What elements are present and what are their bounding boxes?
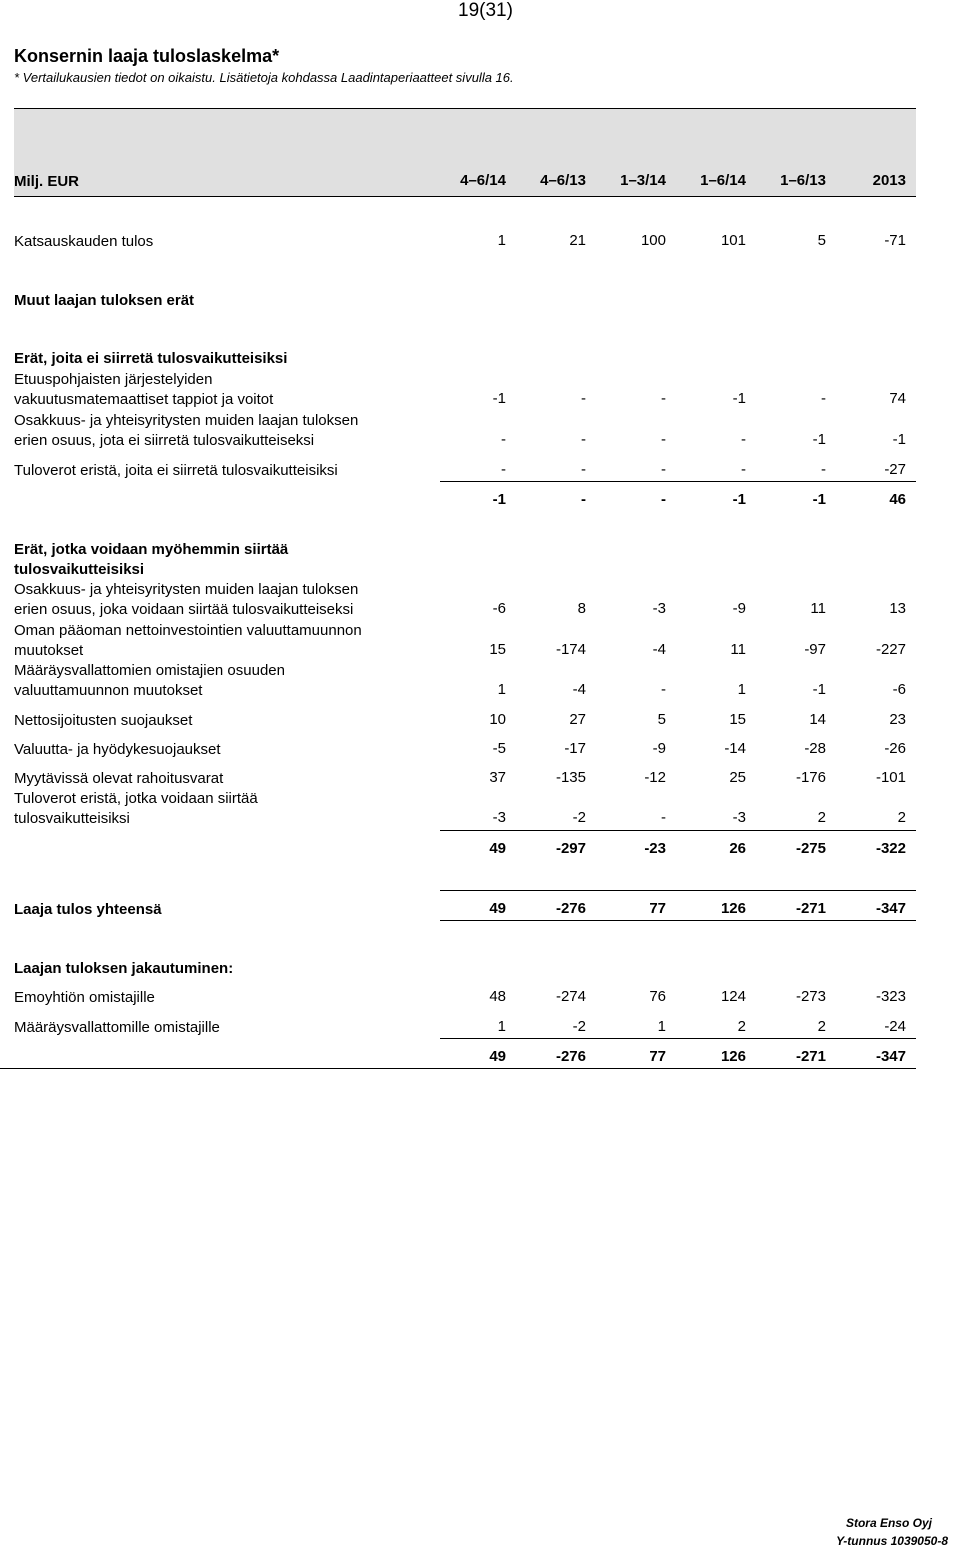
row-label: Myytävissä olevat rahoitusvarat [14, 770, 224, 787]
cell-value: -1 [732, 491, 746, 508]
cell-value: 1 [497, 681, 506, 698]
cell-value: - [661, 809, 666, 826]
subtotal-line [440, 830, 916, 831]
cell-value: 2 [897, 809, 906, 826]
cell-value: 49 [489, 840, 506, 857]
cell-value: -274 [555, 988, 586, 1005]
cell-value: -271 [795, 900, 826, 917]
heading-text: Erät, joita ei siirretä tulosvaikutteisiksi [14, 350, 288, 367]
row-label: muutokset [14, 642, 84, 659]
cell-value: -12 [644, 769, 666, 786]
cell-value: -9 [732, 600, 746, 617]
cell-value: 126 [720, 1048, 746, 1065]
cell-value: -276 [555, 900, 586, 917]
cell-value: 5 [657, 711, 666, 728]
column-header: 4–6/13 [540, 172, 586, 189]
row-label: Osakkuus- ja yhteisyritysten muiden laajan tuloksen [14, 412, 359, 429]
column-header: 1–6/13 [780, 172, 826, 189]
cell-value: 2 [737, 1018, 746, 1035]
cell-value: -135 [555, 769, 586, 786]
unit-label: Milj. EUR [14, 173, 80, 190]
cell-value: -26 [884, 740, 906, 757]
footer-company: Stora Enso Oyj [845, 1516, 932, 1530]
cell-value: -297 [555, 840, 586, 857]
cell-value: - [501, 431, 506, 448]
cell-value: -17 [564, 740, 586, 757]
cell-value: - [821, 390, 826, 407]
cell-value: -276 [555, 1048, 586, 1065]
cell-value: -3 [732, 809, 746, 826]
cell-value: -323 [875, 988, 906, 1005]
cell-value: -1 [492, 491, 506, 508]
footer-business-id: Y-tunnus 1039050-8 [836, 1534, 948, 1548]
cell-value: - [581, 431, 586, 448]
document-note: * Vertailukausien tiedot on oikaistu. Lisätietoja kohdassa Laadintaperiaatteet sivulla 16. [14, 70, 514, 85]
row-label: Osakkuus- ja yhteisyritysten muiden laajan tuloksen [14, 581, 359, 598]
cell-value: -1 [732, 390, 746, 407]
cell-value: 126 [720, 900, 746, 917]
cell-value: - [821, 461, 826, 478]
cell-value: -1 [812, 491, 826, 508]
heading-text: tulosvaikutteisiksi [14, 561, 145, 578]
cell-value: - [661, 461, 666, 478]
header-underline [14, 196, 916, 197]
row-label: vakuutusmatemaattiset tappiot ja voitot [14, 391, 274, 408]
subtotal-line [440, 1038, 916, 1039]
cell-value: -71 [884, 232, 906, 249]
cell-value: 13 [889, 600, 906, 617]
cell-value: - [741, 431, 746, 448]
cell-value: - [661, 390, 666, 407]
cell-value: -1 [892, 431, 906, 448]
cell-value: 10 [489, 711, 506, 728]
row-label: Emoyhtiön omistajille [14, 989, 155, 1006]
column-header: 1–3/14 [620, 172, 666, 189]
column-header: 2013 [872, 172, 906, 189]
cell-value: -271 [795, 1048, 826, 1065]
cell-value: -4 [652, 641, 666, 658]
row-label: Etuuspohjaisten järjestelyiden [14, 371, 213, 388]
cell-value: - [661, 491, 666, 508]
heading-text: Muut laajan tuloksen erät [14, 292, 195, 309]
cell-value: 124 [720, 988, 746, 1005]
row-label: Määräysvallattomien omistajien osuuden [14, 662, 285, 679]
cell-value: -1 [812, 681, 826, 698]
row-label: tulosvaikutteisiksi [14, 810, 130, 827]
cell-value: - [661, 681, 666, 698]
cell-value: -6 [492, 600, 506, 617]
cell-value: - [581, 491, 586, 508]
page-number: 19(31) [458, 0, 513, 21]
cell-value: -101 [875, 769, 906, 786]
column-header: 1–6/14 [700, 172, 746, 189]
cell-value: 49 [489, 900, 506, 917]
cell-value: 11 [810, 600, 826, 617]
cell-value: 26 [729, 840, 746, 857]
row-label: Valuutta- ja hyödykesuojaukset [14, 741, 221, 758]
cell-value: -14 [724, 740, 746, 757]
cell-value: - [661, 431, 666, 448]
row-label: valuuttamuunnon muutokset [14, 682, 203, 699]
cell-value: 23 [889, 711, 906, 728]
subtotal-line [440, 481, 916, 482]
heading-text: Laajan tuloksen jakautuminen: [14, 960, 234, 977]
row-label: erien osuus, joka voidaan siirtää tulosvaikutteiseksi [14, 601, 354, 618]
cell-value: 100 [640, 232, 666, 249]
cell-value: -97 [804, 641, 826, 658]
cell-value: 11 [730, 641, 746, 658]
cell-value: 8 [577, 600, 586, 617]
cell-value: 25 [729, 769, 746, 786]
cell-value: -23 [644, 840, 666, 857]
column-header: 4–6/14 [460, 172, 506, 189]
cell-value: -27 [884, 461, 906, 478]
cell-value: -9 [652, 740, 666, 757]
cell-value: 49 [489, 1048, 506, 1065]
cell-value: -2 [572, 1018, 586, 1035]
row-label: Määräysvallattomille omistajille [14, 1019, 220, 1036]
row-label: Nettosijoitusten suojaukset [14, 712, 193, 729]
row-label: Laaja tulos yhteensä [14, 901, 162, 918]
cell-value: 1 [497, 1018, 506, 1035]
heading-text: Erät, jotka voidaan myöhemmin siirtää [14, 541, 289, 558]
bottom-rule [0, 1068, 916, 1069]
cell-value: 46 [889, 491, 906, 508]
row-label: Tuloverot eristä, jotka voidaan siirtää [14, 790, 258, 807]
cell-value: -275 [795, 840, 826, 857]
cell-value: 5 [817, 232, 826, 249]
cell-value: 15 [489, 641, 506, 658]
row-label: Oman pääoman nettoinvestointien valuuttamuunnon [14, 622, 362, 639]
total-underline [440, 920, 916, 921]
cell-value: -347 [875, 1048, 906, 1065]
cell-value: -322 [875, 840, 906, 857]
cell-value: -227 [875, 641, 906, 658]
row-label: erien osuus, jota ei siirretä tulosvaikutteiseksi [14, 432, 315, 449]
cell-value: - [581, 390, 586, 407]
cell-value: 15 [729, 711, 746, 728]
cell-value: 14 [809, 711, 826, 728]
cell-value: -1 [492, 390, 506, 407]
cell-value: -176 [795, 769, 826, 786]
cell-value: - [581, 461, 586, 478]
row-label: Tuloverot eristä, joita ei siirretä tulosvaikutteisiksi [14, 462, 338, 479]
cell-value: 27 [569, 711, 586, 728]
cell-value: -273 [795, 988, 826, 1005]
cell-value: - [741, 461, 746, 478]
cell-value: 74 [889, 390, 906, 407]
cell-value: 2 [817, 1018, 826, 1035]
cell-value: 2 [817, 809, 826, 826]
cell-value: -3 [492, 809, 506, 826]
cell-value: -4 [572, 681, 586, 698]
cell-value: - [501, 461, 506, 478]
cell-value: -28 [804, 740, 826, 757]
cell-value: 48 [489, 988, 506, 1005]
subtotal-line [440, 890, 916, 891]
row-label: Katsauskauden tulos [14, 233, 154, 250]
cell-value: -6 [892, 681, 906, 698]
cell-value: 77 [649, 900, 666, 917]
cell-value: 37 [489, 769, 506, 786]
cell-value: -3 [652, 600, 666, 617]
cell-value: -347 [875, 900, 906, 917]
cell-value: 1 [497, 232, 506, 249]
cell-value: -1 [812, 431, 826, 448]
cell-value: -174 [555, 641, 586, 658]
cell-value: 77 [649, 1048, 666, 1065]
cell-value: 21 [569, 232, 586, 249]
cell-value: 101 [720, 232, 746, 249]
cell-value: 1 [737, 681, 746, 698]
cell-value: 76 [649, 988, 666, 1005]
cell-value: -24 [884, 1018, 906, 1035]
cell-value: -2 [572, 809, 586, 826]
document-title: Konsernin laaja tuloslaskelma* [14, 46, 280, 66]
cell-value: 1 [657, 1018, 666, 1035]
cell-value: -5 [492, 740, 506, 757]
